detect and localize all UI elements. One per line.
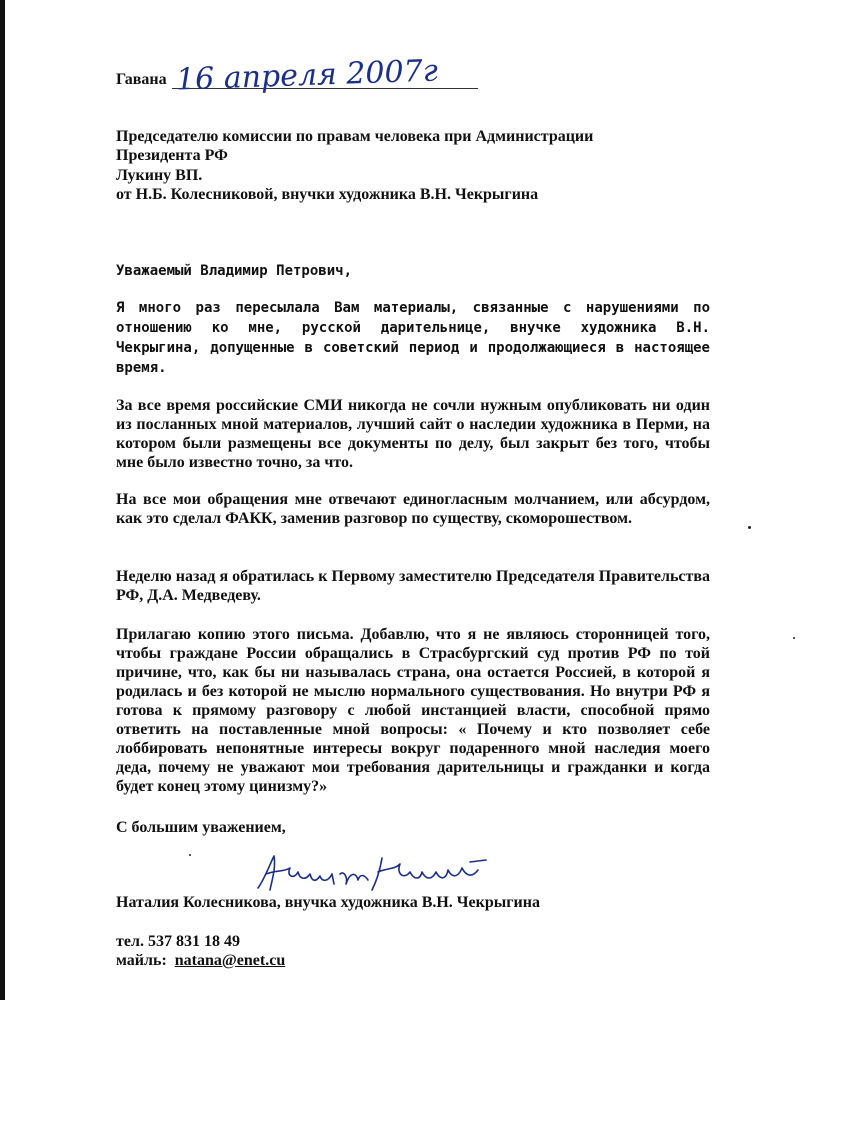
handwritten-signature — [250, 850, 495, 896]
addressee-line-3: Лукину ВП. — [116, 167, 203, 184]
paragraph-1: Я много раз пересылала Вам материалы, связанные с нарушениями по отношению ко мне, русской дарительнице, внучке художника В.Н. Чекрыгина, допущенные в советский период и продолжающиеся в настоящее время. — [116, 300, 710, 376]
addressee-line-2: Президента РФ — [116, 147, 228, 164]
paragraph-4: Неделю назад я обратилась к Первому заместителю Председателя Правительства РФ, Д.А. Медведеву. — [116, 568, 710, 604]
paragraph-2: За все время российские СМИ никогда не сочли нужным опубликовать ни один из посланных мной материалов, лучший сайт о наследии художника в Перми, на котором были размещены все документы по делу, был закрыт без того, чтобы мне было известно точно, за что. — [116, 397, 710, 471]
salutation: Уважаемый Владимир Петрович, — [116, 263, 353, 279]
city-label: Гавана — [116, 71, 167, 88]
scan-speck — [189, 854, 191, 856]
sender-line: от Н.Б. Колесниковой, внучки художника В.Н. Чекрыгина — [116, 186, 539, 203]
paragraph-5: Прилагаю копию этого письма. Добавлю, что я не являюсь сторонницей того, чтобы граждане России обращались в Страсбургский суд против РФ по той причине, что, как бы ни называлась страна, она остается Россией, в которой я родилась и без которой не мыслю нормального существования. Но внутри РФ я готова к прямому разговору с любой инстанцией власти, способной прямо ответить на поставленные мной вопросы: « Почему и кто позволяет себе лоббировать непонятные интересы вокруг подаренного мной наследия моего деда, почему не уважают мои требования дарительницы и гражданки и когда будет конец этому цинизму?» — [116, 626, 710, 795]
closing: С большим уважением, — [116, 819, 286, 836]
paragraph-3: На все мои обращения мне отвечают единогласным молчанием, или абсурдом, как это сделал ФАКК, заменив разговор по существу, скоморошеством. — [116, 491, 710, 527]
scan-edge — [0, 0, 5, 1000]
email-row — [116, 951, 285, 970]
handwritten-date: 16 апреля 2007г — [175, 53, 439, 98]
signer-line: Наталия Колесникова, внучка художника В.Н. Чекрыгина — [116, 894, 540, 911]
phone: тел. 537 831 18 49 — [116, 933, 240, 950]
scan-speck — [748, 526, 751, 529]
scan-speck — [793, 637, 795, 639]
addressee-line-1: Председателю комиссии по правам человека при Администрации — [116, 128, 594, 145]
email-link[interactable]: natana@enet.cu — [174, 952, 286, 969]
email-label: майль: — [116, 952, 167, 969]
